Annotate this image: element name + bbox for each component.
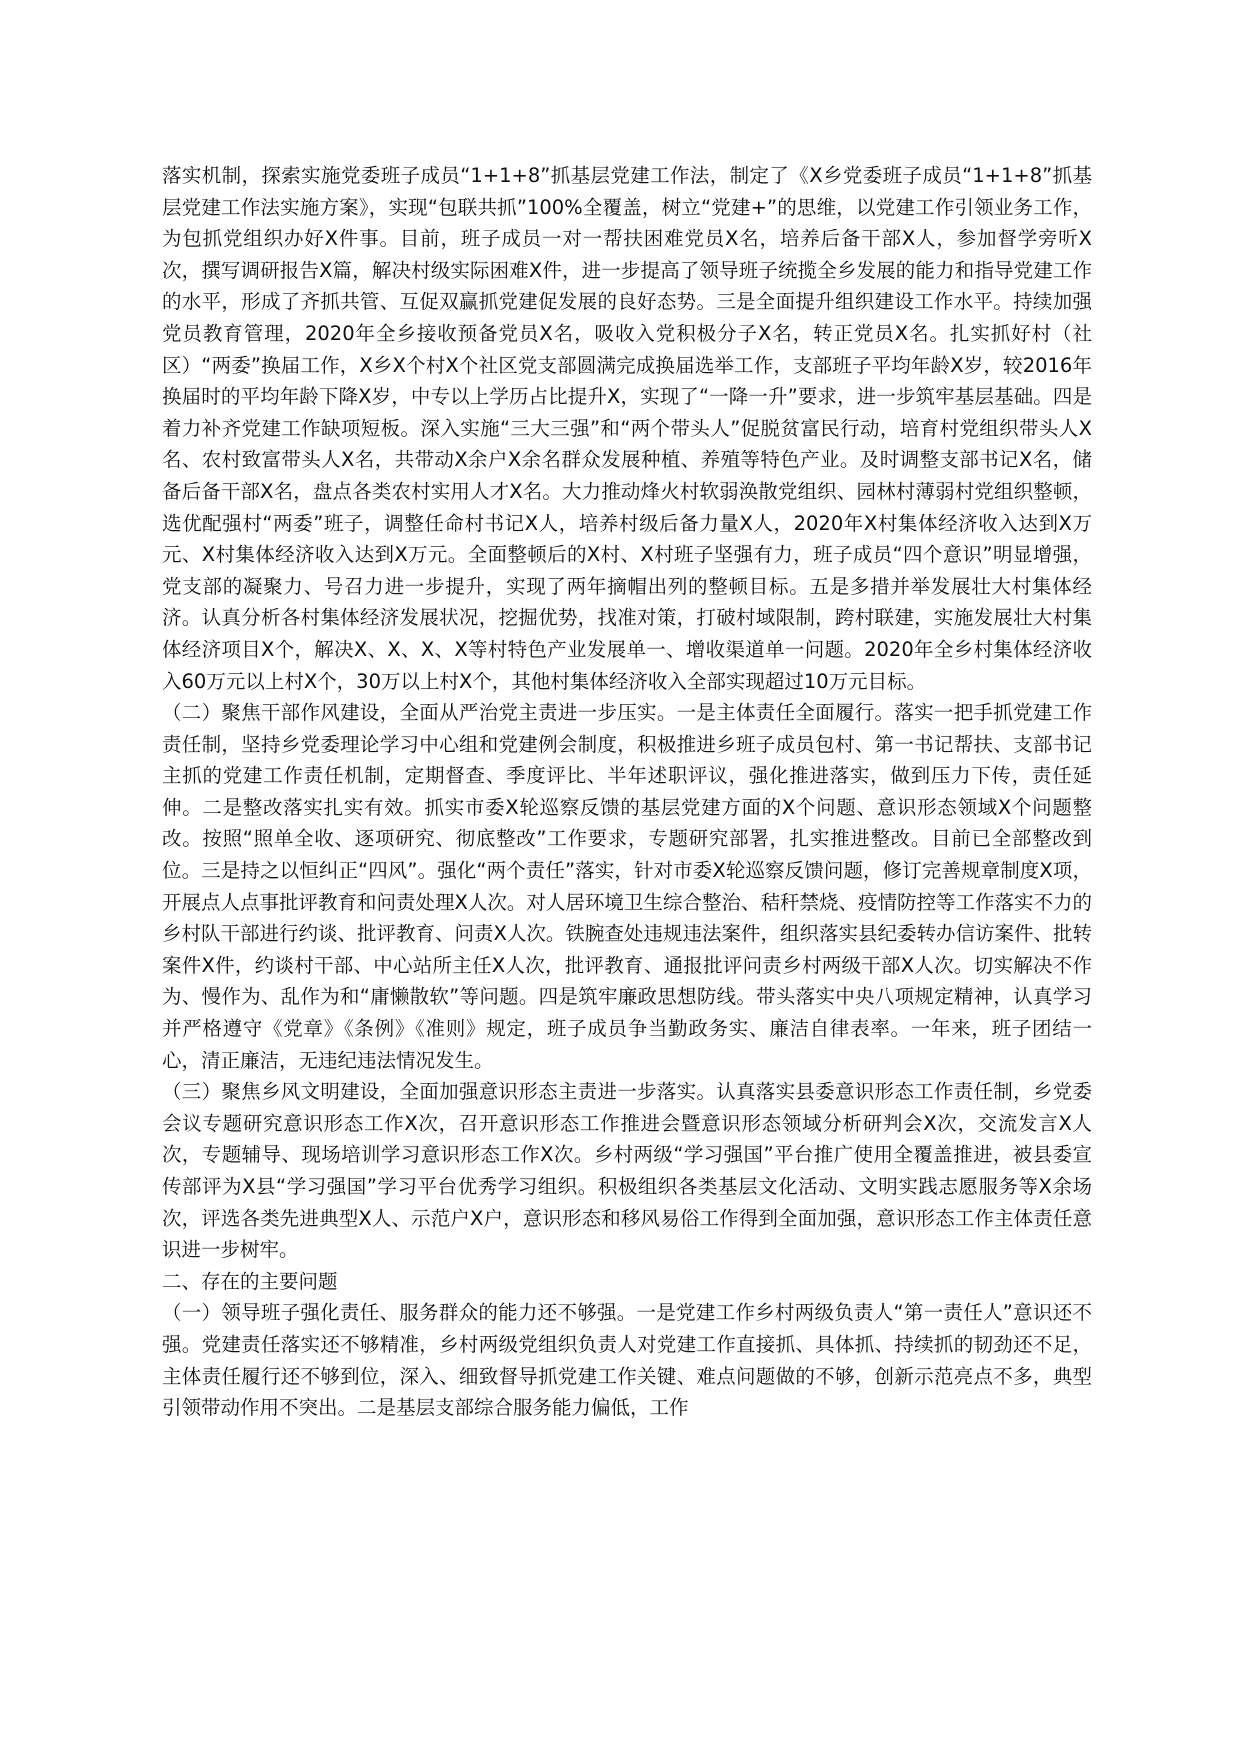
paragraph-problems-one: （一）领导班子强化责任、服务群众的能力还不够强。一是党建工作乡村两级负责人“第一责任人”意识还不强。党建责任落实还不够精准，乡村两级党组织负责人对党建工作直接抓、具体抓、持续抓的韧劲还不足，主体责任履行还不够到位，深入、细致督导抓党建工作关键、难点问题做的不够，创新示范亮点不多，典型引领带动作用不突出。二是基层支部综合服务能力偏低，工作: [162, 1301, 1092, 1420]
document-page: [162, 160, 1092, 1424]
paragraph-continuation: 落实机制，探索实施党委班子成员“1+1+8”抓基层党建工作法，制定了《X乡党委班子成员“1+1+8”抓基层党建工作法实施方案》，实现“包联共抓”100%全覆盖，树立“党建+”的思维，以党建工作引领业务工作，为包抓党组织办好X件事。目前，班子成员一对一帮扶困难党员X名，培养后备干部X人，参加督学旁听X次，撰写调研报告X篇，解决村级实际困难X件，进一步提高了领导班子统揽全乡发展的能力和指导党建工作的水平，形成了齐抓共管、互促双赢抓党建促发展的良好态势。三是全面提升组织建设工作水平。持续加强党员教育管理，2020年全乡接收预备党员X名，吸收入党积极分子X名，转正党员X名。扎实抓好村（社区）“两委”换届工作，X乡X个村X个社区党支部圆满完成换届选举工作，支部班子平均年龄X岁，较2016年换届时的平均年龄下降X岁，中专以上学历占比提升X，实现了“一降一升”要求，进一步筑牢基层基础。四是着力补齐党建工作缺项短板。深入实施“三大三强”和“两个带头人”促脱贫富民行动，培育村党组织带头人X名、农村致富带头人X名，共带动X余户X余名群众发展种植、养殖等特色产业。及时调整支部书记X名，储备后备干部X名，盘点各类农村实用人才X名。大力推动烽火村软弱涣散党组织、园林村薄弱村党组织整顿，选优配强村“两委”班子，调整任命村书记X人，培养村级后备力量X人，2020年X村集体经济收入达到X万元、X村集体经济收入达到X万元。全面整顿后的X村、X村班子坚强有力，班子成员“四个意识”明显增强，党支部的凝聚力、号召力进一步提升，实现了两年摘帽出列的整顿目标。五是多措并举发展壮大村集体经济。认真分析各村集体经济发展状况，挖掘优势，找准对策，打破村域限制，跨村联建，实施发展壮大村集体经济项目X个，解决X、X、X、X等村特色产业发展单一、增收渠道单一问题。2020年全乡村集体经济收入60万元以上村X个，30万以上村X个，其他村集体经济收入全部实现超过10万元目标。: [162, 164, 1092, 693]
section-heading: 二、存在的主要问题: [162, 1269, 338, 1293]
paragraph-section-three: （三）聚焦乡风文明建设，全面加强意识形态主责进一步落实。认真落实县委意识形态工作责任制，乡党委会议专题研究意识形态工作X次，召开意识形态工作推进会暨意识形态领域分析研判会X次，交流发言X人次，专题辅导、现场培训学习意识形态工作X次。乡村两级“学习强国”平台推广使用全覆盖推进，被县委宣传部评为X县“学习强国”学习平台优秀学习组织。积极组织各类基层文化活动、文明实践志愿服务等X余场次，评选各类先进典型X人、示范户X户，意识形态和移风易俗工作得到全面加强，意识形态工作主体责任意识进一步树牢。: [162, 1080, 1092, 1262]
paragraph-section-two: （二）聚焦干部作风建设，全面从严治党主责进一步压实。一是主体责任全面履行。落实一把手抓党建工作责任制，坚持乡党委理论学习中心组和党建例会制度，积极推进乡班子成员包村、第一书记帮扶、支部书记主抓的党建工作责任机制，定期督查、季度评比、半年述职评议，强化推进落实，做到压力下传，责任延伸。二是整改落实扎实有效。抓实市委X轮巡察反馈的基层党建方面的X个问题、意识形态领域X个问题整改。按照“照单全收、逐项研究、彻底整改”工作要求，专题研究部署，扎实推进整改。目前已全部整改到位。三是持之以恒纠正“四风”。强化“两个责任”落实，针对市委X轮巡察反馈问题，修订完善规章制度X项，开展点人点事批评教育和问责处理X人次。对人居环境卫生综合整治、秸秆禁烧、疫情防控等工作落实不力的乡村队干部进行约谈、批评教育、问责X人次。铁腕查处违规违法案件，组织落实县纪委转办信访案件、批转案件X件，约谈村干部、中心站所主任X人次，批评教育、通报批评问责乡村两级干部X人次。切实解决不作为、慢作为、乱作为和“庸懒散软”等问题。四是筑牢廉政思想防线。带头落实中央八项规定精神，认真学习并严格遵守《党章》《条例》《准则》规定，班子成员争当勤政务实、廉洁自律表率。一年来，班子团结一心，清正廉洁，无违纪违法情况发生。: [162, 701, 1092, 1072]
